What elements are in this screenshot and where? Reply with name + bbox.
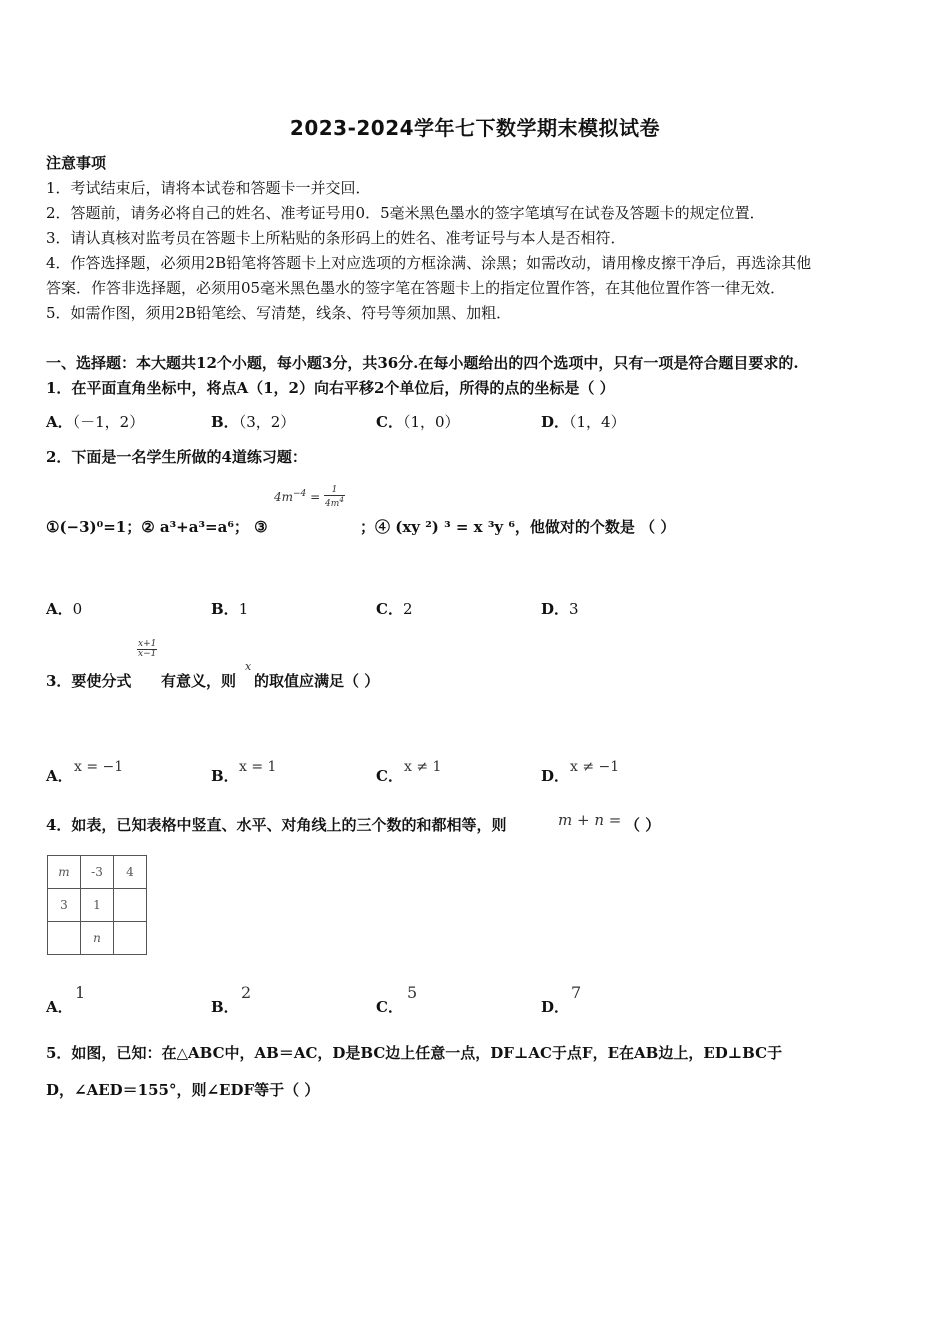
- q1-option-d: D．（1，4）: [541, 413, 626, 431]
- notice-item-3: 3．请认真核对监考员在答题卡上所粘贴的条形码上的姓名、准考证号与本人是否相符．: [46, 229, 626, 247]
- q1-option-b: B．（3，2）: [211, 413, 296, 431]
- q4-expression: m + n =: [558, 811, 622, 829]
- q5-line-2: D，∠AED＝155°，则∠EDF等于（ ）: [46, 1081, 320, 1099]
- grid-cell: 1: [81, 889, 114, 922]
- section-heading: 一、选择题：本大题共12个小题，每小题3分，共36分.在每小题给出的四个选项中，只有一项是符合题目要求的.: [46, 354, 799, 372]
- q3-option-c-value: x ≠ 1: [404, 759, 442, 775]
- q2-option-d: D．3: [541, 600, 579, 618]
- q3-option-d-label: D．: [541, 767, 570, 785]
- grid-cell: [114, 889, 147, 922]
- q4-option-b-value: 2: [241, 983, 252, 1002]
- q4-option-c-value: 5: [407, 983, 418, 1002]
- notice-item-1: 1．考试结束后，请将本试卷和答题卡一并交回．: [46, 179, 371, 197]
- q4-option-c-label: C．: [376, 998, 403, 1016]
- q2-option-c: C．2: [376, 600, 413, 618]
- q2-line-part2: ；④ (xy ²) ³ = x ³y ⁶，他做对的个数是 （ ）: [360, 518, 676, 536]
- grid-cell: m: [48, 856, 81, 889]
- q4-option-d-value: 7: [571, 983, 582, 1002]
- q4-stem-end: （ ）: [625, 816, 661, 834]
- page-title: 2023-2024学年七下数学期末模拟试卷: [289, 116, 661, 140]
- q4-option-a-value: 1: [75, 983, 86, 1002]
- grid-cell: -3: [81, 856, 114, 889]
- q5-line-1: 5．如图，已知：在△ABC中，AB＝AC，D是BC边上任意一点，DF⊥AC于点F，E在AB边上，ED⊥BC于: [46, 1044, 783, 1062]
- q2-option-a: A．0: [46, 600, 83, 618]
- q3-stem-part3: 的取值应满足（ ）: [254, 672, 380, 690]
- q3-variable: x: [245, 660, 252, 673]
- q3-option-d-value: x ≠ −1: [570, 759, 620, 775]
- q3-option-b-label: B．: [211, 767, 239, 785]
- q3-option-a-label: A．: [46, 767, 73, 785]
- q3-stem-part2: 有意义，则: [161, 672, 237, 690]
- grid-cell: n: [81, 922, 114, 955]
- grid-cell: [48, 922, 81, 955]
- q4-number-grid: [47, 855, 147, 955]
- q2-formula-3: $4m^{-4}$ = $\frac{1}{4m^4}$: [274, 485, 345, 509]
- notice-item-2: 2．答题前，请务必将自己的姓名、准考证号用0．5毫米黑色墨水的签字笔填写在试卷及答题卡的规定位置．: [46, 204, 765, 222]
- q1-stem: 1．在平面直角坐标中，将点A（1，2）向右平移2个单位后，所得的点的坐标是（ ）: [46, 379, 615, 397]
- q4-option-d-label: D．: [541, 998, 570, 1016]
- grid-cell: [114, 922, 147, 955]
- notice-heading: 注意事项: [46, 154, 107, 172]
- grid-cell: 3: [48, 889, 81, 922]
- q2-option-b: B．1: [211, 600, 249, 618]
- q4-option-b-label: B．: [211, 998, 239, 1016]
- q1-option-a: A．（－1，2）: [46, 413, 145, 431]
- q2-line-part1: ①(−3)⁰=1；② a³+a³=a⁶； ③: [46, 518, 268, 536]
- q2-stem: 2．下面是一名学生所做的4道练习题：: [46, 448, 307, 466]
- q4-option-a-label: A．: [46, 998, 73, 1016]
- notice-item-4: 4．作答选择题，必须用2B铅笔将答题卡上对应选项的方框涂满、涂黑；如需改动，请用橡皮擦干净后，再选涂其他: [46, 254, 812, 272]
- q3-option-a-value: x = −1: [74, 759, 124, 775]
- grid-cell: 4: [114, 856, 147, 889]
- q4-stem: 4．如表，已知表格中竖直、水平、对角线上的三个数的和都相等，则: [46, 816, 507, 834]
- q3-fraction: $\frac{x+1}{x-1}$: [138, 639, 157, 659]
- notice-item-5: 5．如需作图，须用2B铅笔绘、写清楚，线条、符号等须加黑、加粗．: [46, 304, 512, 322]
- notice-item-4-cont: 答案．作答非选择题，必须用05毫米黑色墨水的签字笔在答题卡上的指定位置作答，在其他位置作答一律无效．: [46, 279, 786, 297]
- q3-stem-part1: 3．要使分式: [46, 672, 132, 690]
- q3-option-c-label: C．: [376, 767, 403, 785]
- q3-option-b-value: x = 1: [239, 759, 277, 775]
- q1-option-c: C．（1，0）: [376, 413, 460, 431]
